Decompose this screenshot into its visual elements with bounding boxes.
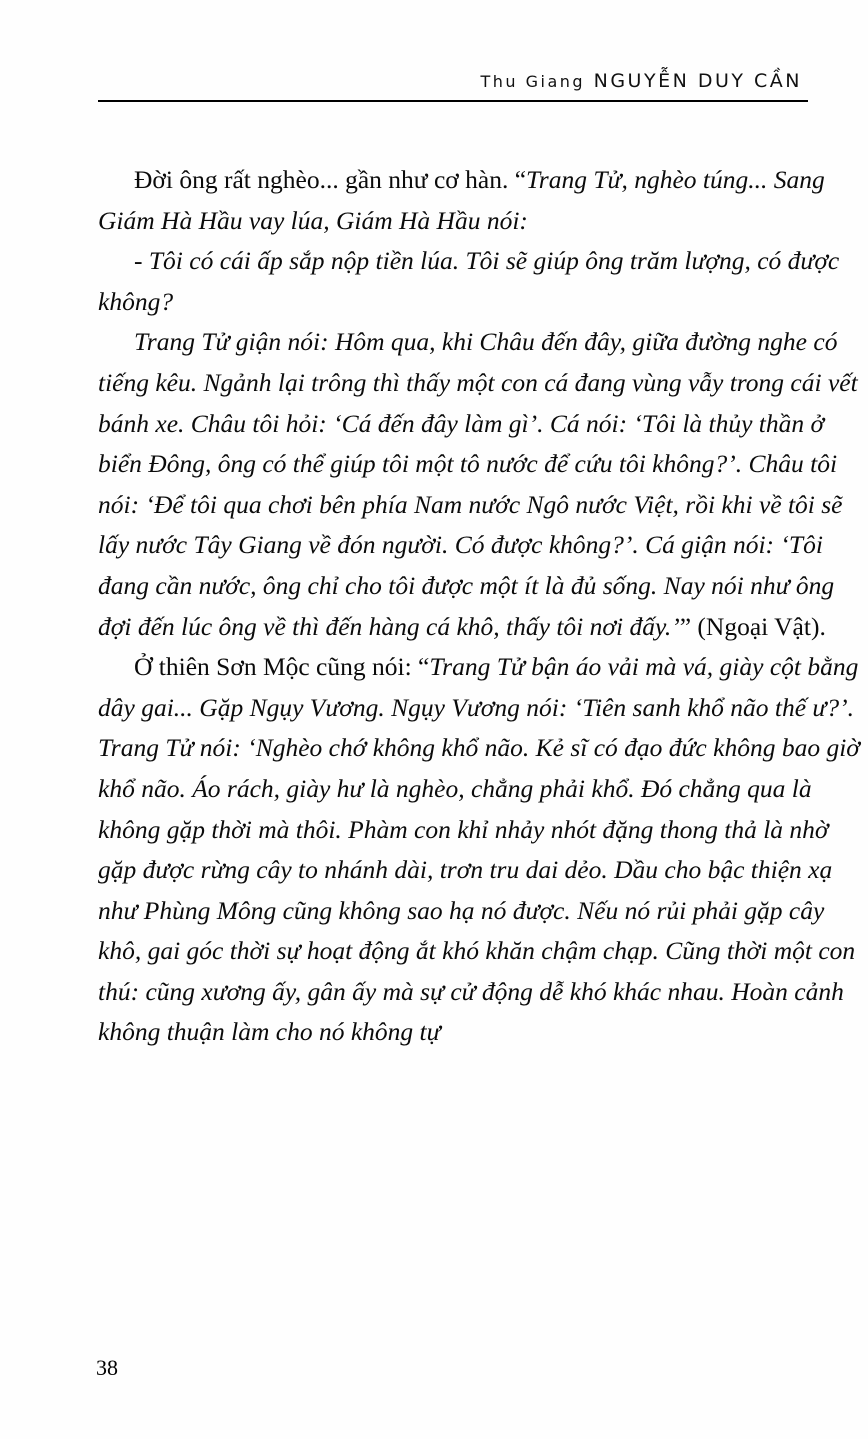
page-body-text	[98, 160, 868, 1053]
paragraph-2	[98, 241, 868, 322]
page-number: 38	[96, 1355, 118, 1380]
text-run-italic: - Tôi có cái ấp sắp nộp tiền lúa. Tôi sẽ giúp ông trăm lượng, có được không?	[98, 246, 840, 316]
running-head-author-name: NGUYỄN DUY CẦN	[593, 70, 802, 92]
paragraph-1	[98, 160, 868, 241]
text-run-roman: Ở thiên Sơn Mộc cũng nói: “	[134, 652, 430, 682]
text-run-italic: Trang Tử, nghèo túng... Sang Giám Hà Hầu vay lúa, Giám Hà Hầu nói:	[98, 165, 825, 235]
text-run-italic: Trang Tử bận áo vải mà vá, giày cột bằng dây gai... Gặp Ngụy Vương. Ngụy Vương nói: ‘Tiên sanh khổ não thế ư?’. Trang Tử nói: ‘Nghèo chớ không khổ não. Kẻ sĩ có đạo đức không bao giờ khổ não. Áo rách, giày hư là nghèo, chẳng phải khổ. Đó chẳng qua là không gặp thời mà thôi. Phàm con khỉ nhảy nhót đặng thong thả là nhờ gặp được rừng cây to nhánh dài, trơn tru dai dẻo. Dầu cho bậc thiện xạ như Phùng Mông cũng không sao hạ nó được. Nếu nó rủi phải gặp cây khô, gai góc thời sự hoạt động ắt khó khăn chậm chạp. Cũng thời một con thú: cũng xương ấy, gân ấy mà sự cử động dễ khó khác nhau. Hoàn cảnh không thuận làm cho nó không tự	[98, 652, 860, 1047]
text-run-italic: Trang Tử giận nói: Hôm qua, khi Châu đến đây, giữa đường nghe có tiếng kêu. Ngảnh lại trông thì thấy một con cá đang vùng vẫy trong cái vết bánh xe. Châu tôi hỏi: ‘Cá đến đây làm gì’. Cá nói: ‘Tôi là thủy thần ở biển Đông, ông có thể giúp tôi một tô nước để cứu tôi không?’. Châu tôi nói: ‘Để tôi qua chơi bên phía Nam nước Ngô nước Việt, rồi khi về tôi sẽ lấy nước Tây Giang về đón người. Có được không?’. Cá giận nói: ‘Tôi đang cần nước, ông chỉ cho tôi được một ít là đủ sống. Nay nói như ông đợi đến lúc ông về thì đến hàng cá khô, thấy tôi nơi đấy.’	[98, 327, 858, 641]
header-divider-rule	[98, 100, 808, 102]
running-head	[480, 70, 802, 92]
paragraph-3	[98, 322, 868, 647]
running-head-author-prefix: Thu Giang	[480, 72, 586, 91]
text-run-roman: Đời ông rất nghèo... gần như cơ hàn. “	[134, 165, 527, 194]
paragraph-4	[98, 647, 868, 1053]
text-run-roman: ” (Ngoại Vật).	[679, 611, 826, 641]
